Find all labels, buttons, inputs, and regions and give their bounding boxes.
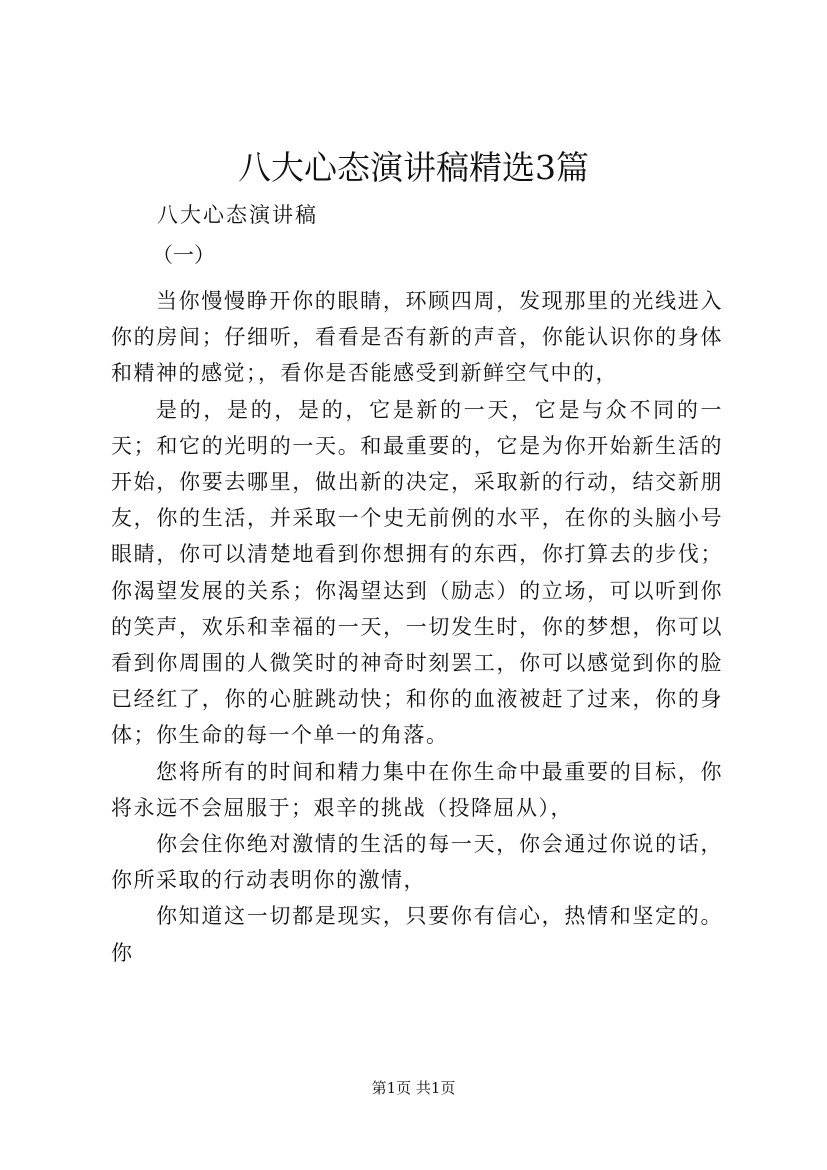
document-subtitle: 八大心态演讲稿 — [157, 203, 318, 227]
section-number: （一） — [152, 243, 215, 267]
paragraph: 是的，是的，是的，它是新的一天，它是与众不同的一天；和它的光明的一天。和最重要的，它是为你开始新生活的开始，你要去哪里，做出新的决定，采取新的行动，结交新朋友，你的生活，并采取一个史无前例的水平，在你的头脑小号眼睛，你可以清楚地看到你想拥有的东西，你打算去的步伐；你渴望发展的关系；你渴望达到（励志）的立场，可以听到你的笑声，欢乐和幸福的一天，一切发生时，你的梦想，你可以看到你周围的人微笑时的神奇时刻罢工，你可以感觉到你的脸已经红了，你的心脏跳动快；和你的血液被赶了过来，你的身体；你生命的每一个单一的角落。 — [111, 397, 723, 748]
paragraph: 你知道这一切都是现实，只要你有信心，热情和坚定的。你 — [111, 904, 723, 965]
paragraph: 你会住你绝对激情的生活的每一天，你会通过你说的话，你所采取的行动表明你的激情， — [111, 832, 723, 893]
paragraph: 您将所有的时间和精力集中在你生命中最重要的目标，你将永远不会屈服于；艰辛的挑战（投降屈从）， — [111, 759, 723, 820]
paragraph: 当你慢慢睁开你的眼睛，环顾四周，发现那里的光线进入你的房间；仔细听，看看是否有新的声音，你能认识你的身体和精神的感觉；，看你是否能感受到新鲜空气中的， — [111, 289, 723, 386]
document-body — [111, 283, 723, 971]
page-footer: 第1页 共1页 — [371, 1079, 456, 1097]
document-title: 八大心态演讲稿精选3篇 — [238, 148, 589, 187]
